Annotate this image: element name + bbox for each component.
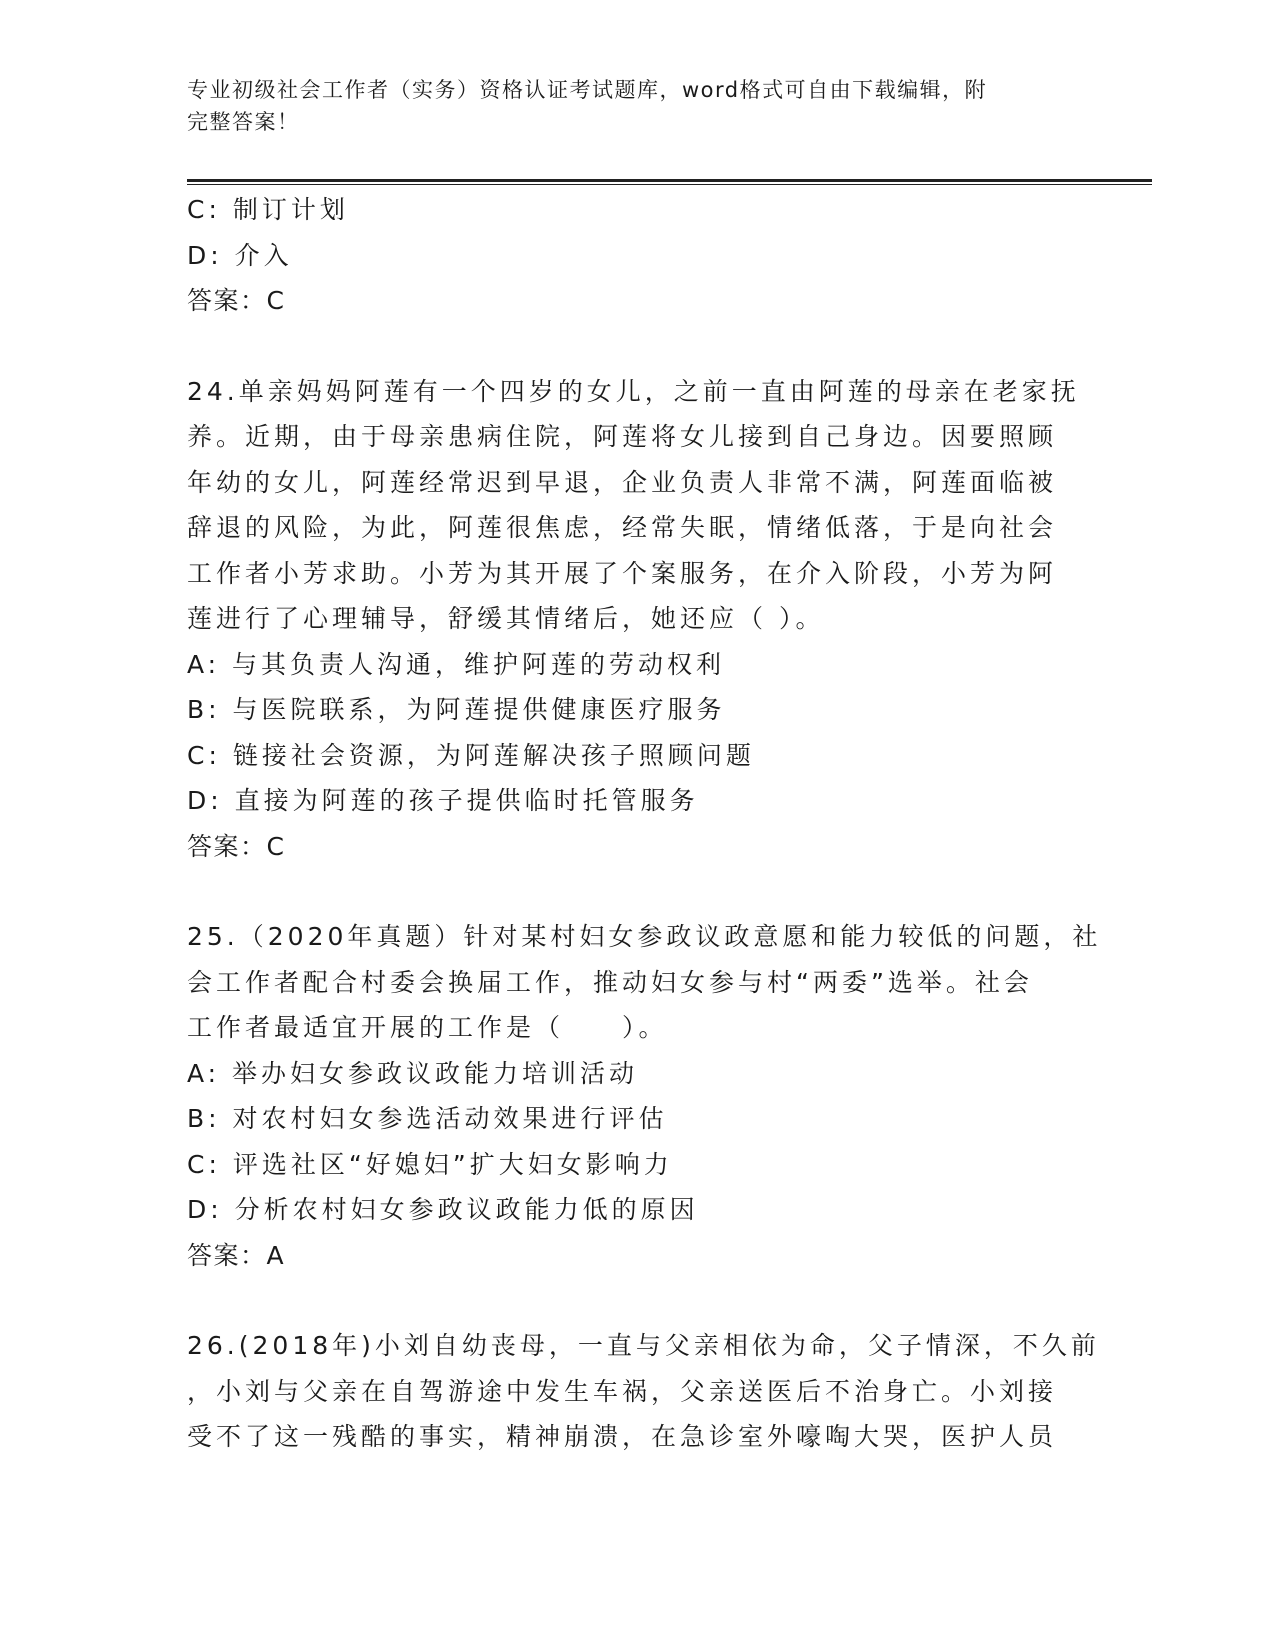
header-divider-thin bbox=[187, 184, 1152, 185]
document-header bbox=[187, 74, 1087, 138]
option-c: C: 评选社区“好媳妇”扩大妇女影响力 bbox=[187, 1149, 673, 1179]
option-a: A: 与其负责人沟通，维护阿莲的劳动权利 bbox=[187, 649, 726, 679]
question-26 bbox=[187, 1323, 1100, 1460]
question-stem-line: 年幼的女儿，阿莲经常迟到早退，企业负责人非常不满，阿莲面临被 bbox=[187, 467, 1058, 497]
question-24 bbox=[187, 369, 1087, 870]
spacer bbox=[187, 869, 1087, 914]
header-line-2: 完整答案！ bbox=[187, 110, 300, 134]
question-stem-line: 受不了这一残酷的事实，精神崩溃，在急诊室外嚎啕大哭，医护人员 bbox=[187, 1422, 1058, 1451]
option-d: D: 直接为阿莲的孩子提供临时托管服务 bbox=[187, 786, 699, 815]
question-stem-line: 养。近期，由于母亲患病住院，阿莲将女儿接到自己身边。因要照顾 bbox=[187, 422, 1058, 451]
option-b: B: 与医院联系，为阿莲提供健康医疗服务 bbox=[187, 695, 726, 724]
question-stem-line: ，小刘与父亲在自驾游途中发生车祸，父亲送医后不治身亡。小刘接 bbox=[187, 1376, 1058, 1406]
spacer bbox=[187, 324, 1087, 369]
question-stem-line: 会工作者配合村委会换届工作，推动妇女参与村“两委”选举。社会 bbox=[187, 967, 1033, 997]
question-stem-line: 莲进行了心理辅导，舒缓其情绪后，她还应（ ）。 bbox=[187, 604, 825, 633]
question-stem-line: 工作者最适宜开展的工作是（ ）。 bbox=[187, 1013, 668, 1042]
question-stem-line: 24.单亲妈妈阿莲有一个四岁的女儿，之前一直由阿莲的母亲在老家抚 bbox=[187, 376, 1080, 406]
option-b: B: 对农村妇女参选活动效果进行评估 bbox=[187, 1104, 668, 1133]
question-stem-line: 辞退的风险，为此，阿莲很焦虑，经常失眠，情绪低落，于是向社会 bbox=[187, 513, 1058, 542]
document-body bbox=[187, 187, 1102, 1460]
answer: 答案：C bbox=[187, 831, 286, 861]
option-a: A: 举办妇女参政议政能力培训活动 bbox=[187, 1058, 639, 1088]
question-23-tail bbox=[187, 187, 1087, 324]
question-stem-line: 26.(2018年)小刘自幼丧母，一直与父亲相依为命，父子情深，不久前 bbox=[187, 1331, 1100, 1360]
answer: 答案：A bbox=[187, 1240, 286, 1270]
question-stem-line: 工作者小芳求助。小芳为其开展了个案服务，在介入阶段，小芳为阿 bbox=[187, 558, 1058, 588]
option-c: C: 链接社会资源，为阿莲解决孩子照顾问题 bbox=[187, 740, 755, 770]
option-d: D: 介入 bbox=[187, 240, 293, 270]
question-25 bbox=[187, 914, 1102, 1278]
question-stem-line: 25.（2020年真题）针对某村妇女参政议政意愿和能力较低的问题，社 bbox=[187, 922, 1102, 951]
option-d: D: 分析农村妇女参政议政能力低的原因 bbox=[187, 1195, 699, 1224]
option-c: C: 制订计划 bbox=[187, 195, 349, 224]
header-divider bbox=[187, 179, 1152, 182]
answer: 答案：C bbox=[187, 286, 286, 315]
header-line-1: 专业初级社会工作者（实务）资格认证考试题库，word格式可自由下载编辑，附 bbox=[187, 78, 988, 102]
spacer bbox=[187, 1278, 1087, 1323]
